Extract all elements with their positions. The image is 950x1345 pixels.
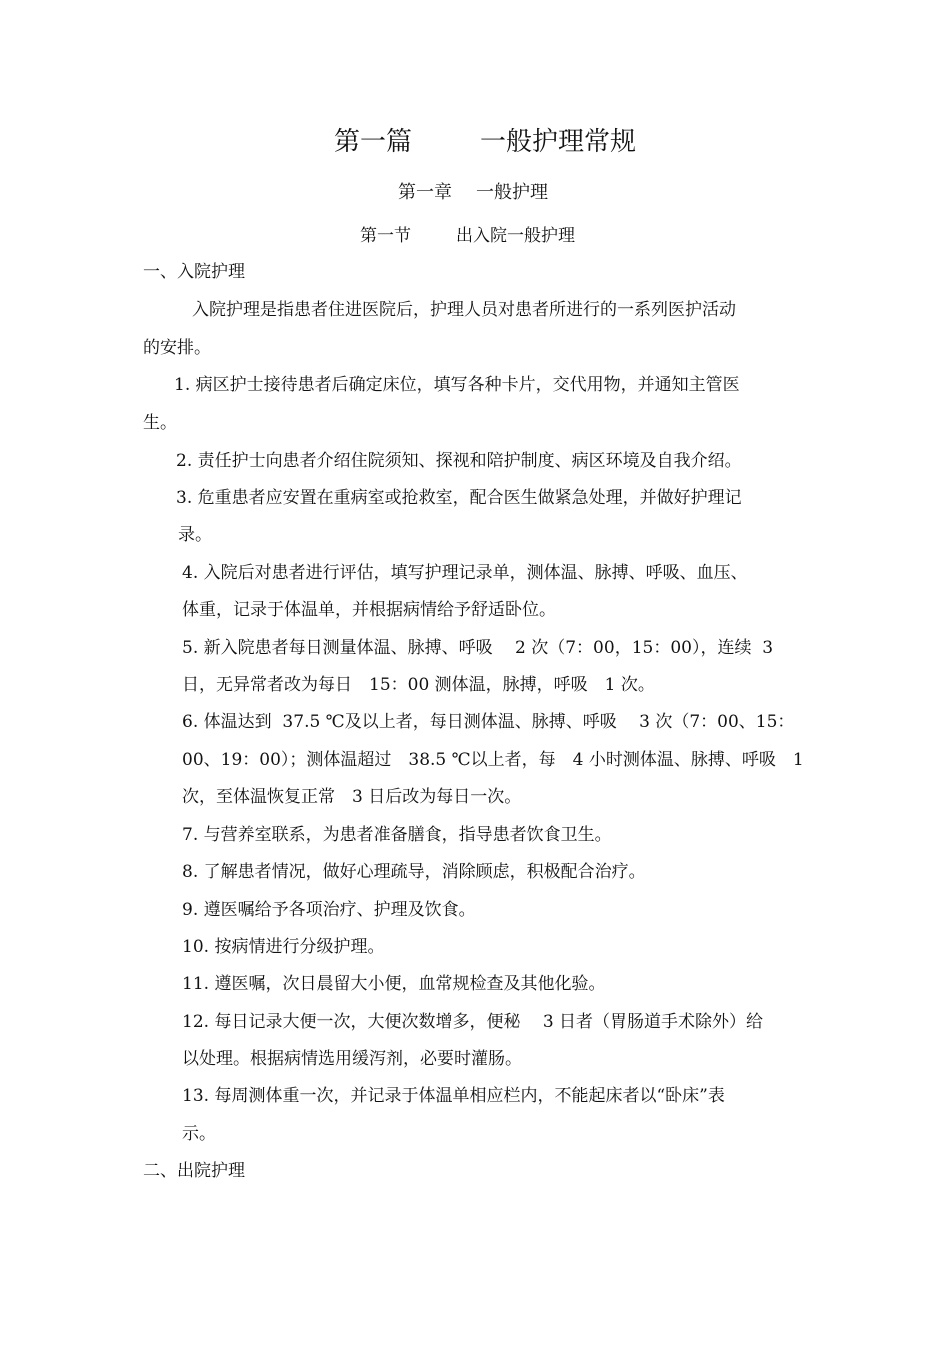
chapter-number: 第一章 bbox=[398, 182, 452, 203]
chapter-title: 一般护理 bbox=[476, 182, 548, 203]
heading-admission: 一、入院护理 bbox=[143, 262, 245, 282]
list-item-line: 日，无异常者改为每日 15：00 测体温，脉搏，呼吸 1 次。 bbox=[182, 675, 655, 695]
heading-discharge: 二、出院护理 bbox=[143, 1161, 245, 1181]
section-number: 第一节 bbox=[360, 226, 411, 246]
list-item-line: 8. 了解患者情况，做好心理疏导，消除顾虑，积极配合治疗。 bbox=[182, 862, 646, 882]
list-item-line: 2. 责任护士向患者介绍住院须知、探视和陪护制度、病区环境及自我介绍。 bbox=[176, 451, 742, 471]
list-item-line: 13. 每周测体重一次，并记录于体温单相应栏内，不能起床者以“卧床”表 bbox=[182, 1086, 725, 1106]
intro-line: 入院护理是指患者住进医院后，护理人员对患者所进行的一系列医护活动 bbox=[192, 300, 736, 320]
part-number: 第一篇 bbox=[334, 127, 413, 157]
section-title: 出入院一般护理 bbox=[456, 226, 575, 246]
list-item-line: 11. 遵医嘱，次日晨留大小便，血常规检查及其他化验。 bbox=[182, 974, 606, 994]
list-item-line: 7. 与营养室联系，为患者准备膳食，指导患者饮食卫生。 bbox=[182, 825, 612, 845]
list-item-line: 6. 体温达到 37.5 ℃及以上者，每日测体温、脉搏、呼吸 3 次（7：00、15： bbox=[182, 712, 795, 732]
list-item-line: 生。 bbox=[143, 413, 177, 433]
list-item-line: 体重，记录于体温单，并根据病情给予舒适卧位。 bbox=[182, 600, 556, 620]
part-title: 一般护理常规 bbox=[480, 127, 637, 157]
list-item-line: 录。 bbox=[178, 525, 212, 545]
list-item-line: 9. 遵医嘱给予各项治疗、护理及饮食。 bbox=[182, 900, 476, 920]
list-item-line: 示。 bbox=[182, 1124, 216, 1144]
list-item-line: 次，至体温恢复正常 3 日后改为每日一次。 bbox=[182, 787, 522, 807]
list-item-line: 10. 按病情进行分级护理。 bbox=[182, 937, 385, 957]
list-item-line: 5. 新入院患者每日测量体温、脉搏、呼吸 2 次（7：00，15：00），连续 3 bbox=[182, 638, 774, 658]
intro-line: 的安排。 bbox=[143, 338, 211, 358]
list-item-line: 4. 入院后对患者进行评估，填写护理记录单，测体温、脉搏、呼吸、血压、 bbox=[182, 563, 748, 583]
list-item-line: 3. 危重患者应安置在重病室或抢救室，配合医生做紧急处理，并做好护理记 bbox=[176, 488, 742, 508]
list-item-line: 00、19：00）；测体温超过 38.5 ℃以上者，每 4 小时测体温、脉搏、呼吸 1 bbox=[182, 750, 804, 770]
list-item-line: 以处理。根据病情选用缓泻剂，必要时灌肠。 bbox=[182, 1049, 522, 1069]
list-item-line: 12. 每日记录大便一次，大便次数增多，便秘 3 日者（胃肠道手术除外）给 bbox=[182, 1012, 764, 1032]
list-item-line: 1. 病区护士接待患者后确定床位，填写各种卡片，交代用物，并通知主管医 bbox=[174, 375, 740, 395]
